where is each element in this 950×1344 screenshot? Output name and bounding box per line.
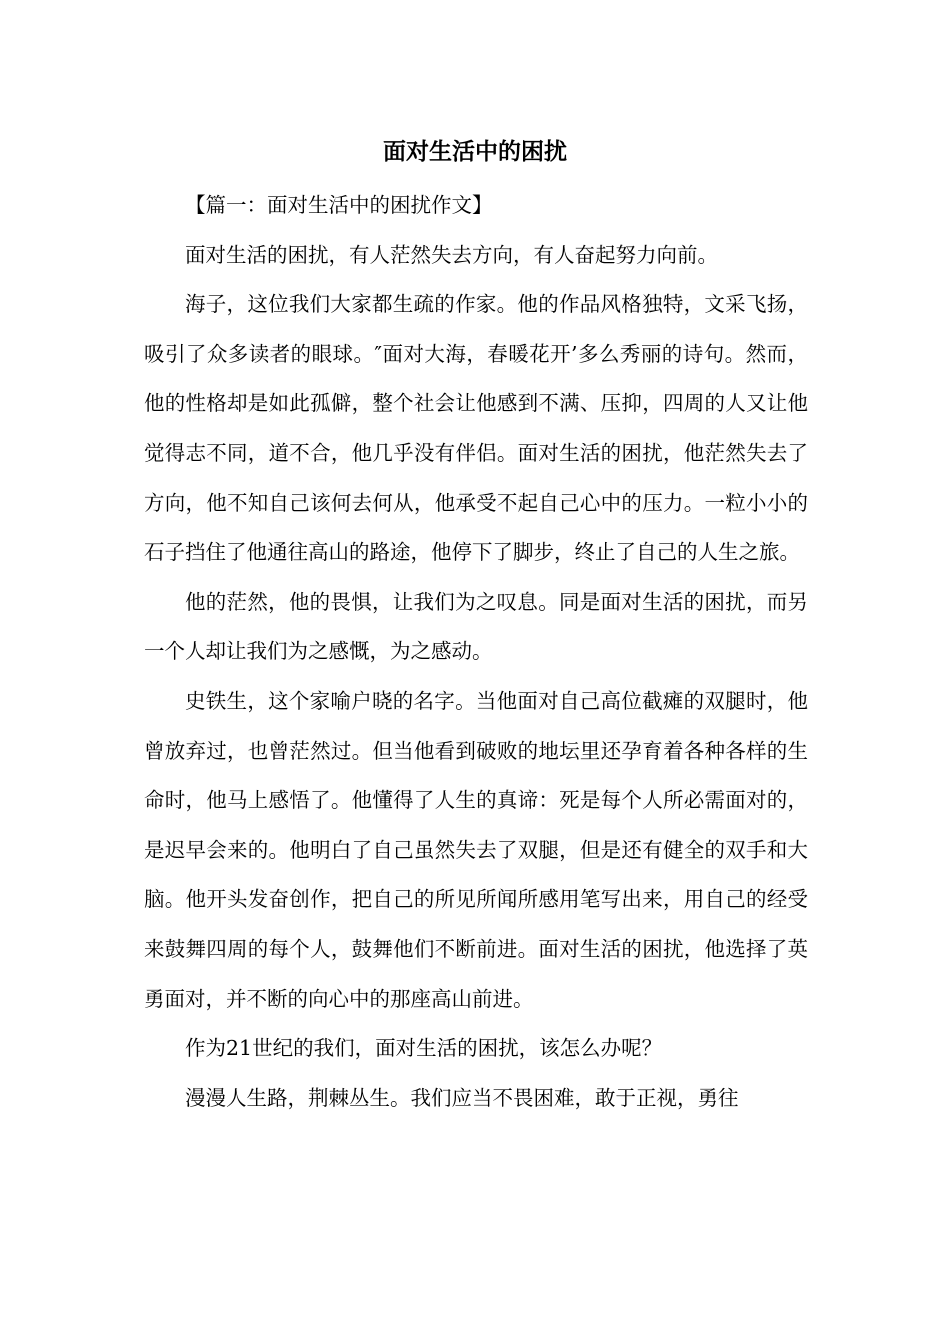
document-title: 面对生活中的困扰: [383, 139, 567, 165]
paragraph-6: 漫漫人生路，荆棘丛生。我们应当不畏困难，敢于正视，勇往: [185, 1085, 739, 1110]
paragraph-5: 作为21世纪的我们，面对生活的困扰，该怎么办呢？: [185, 1036, 663, 1061]
document-body: [144, 181, 808, 1123]
paragraph-3: 他的茫然，他的畏惧，让我们为之叹息。同是面对生活的困扰，而另一个人却让我们为之感慨，为之感动。: [144, 589, 808, 664]
section-heading: 【篇一：面对生活中的困扰作文】: [185, 193, 493, 217]
paragraph-1: 面对生活的困扰，有人茫然失去方向，有人奋起努力向前。: [185, 242, 718, 267]
paragraph-2: 海子，这位我们大家都生疏的作家。他的作品风格独特，文采飞扬，吸引了众多读者的眼球。″面对大海，春暖花开’多么秀丽的诗句。然而，他的性格却是如此孤僻，整个社会让他感到不满、压抑，四周的人又让他觉得志不同，道不合，他几乎没有伴侣。面对生活的困扰，他茫然失去了方向，他不知自己该何去何从，他承受不起自己心中的压力。一粒小小的石子挡住了他通往高山的路途，他停下了脚步，终止了自己的人生之旅。: [144, 292, 808, 565]
paragraph-4: 史铁生，这个家喻户晓的名字。当他面对自己高位截瘫的双腿时，他曾放弃过，也曾茫然过。但当他看到破败的地坛里还孕育着各种各样的生命时，他马上感悟了。他懂得了人生的真谛：死是每个人所必需面对的，是迟早会来的。他明白了自己虽然失去了双腿，但是还有健全的双手和大脑。他开头发奋创作，把自己的所见所闻所感用笔写出来，用自己的经受来鼓舞四周的每个人，鼓舞他们不断前进。面对生活的困扰，他选择了英勇面对，并不断的向心中的那座高山前进。: [144, 688, 808, 1011]
